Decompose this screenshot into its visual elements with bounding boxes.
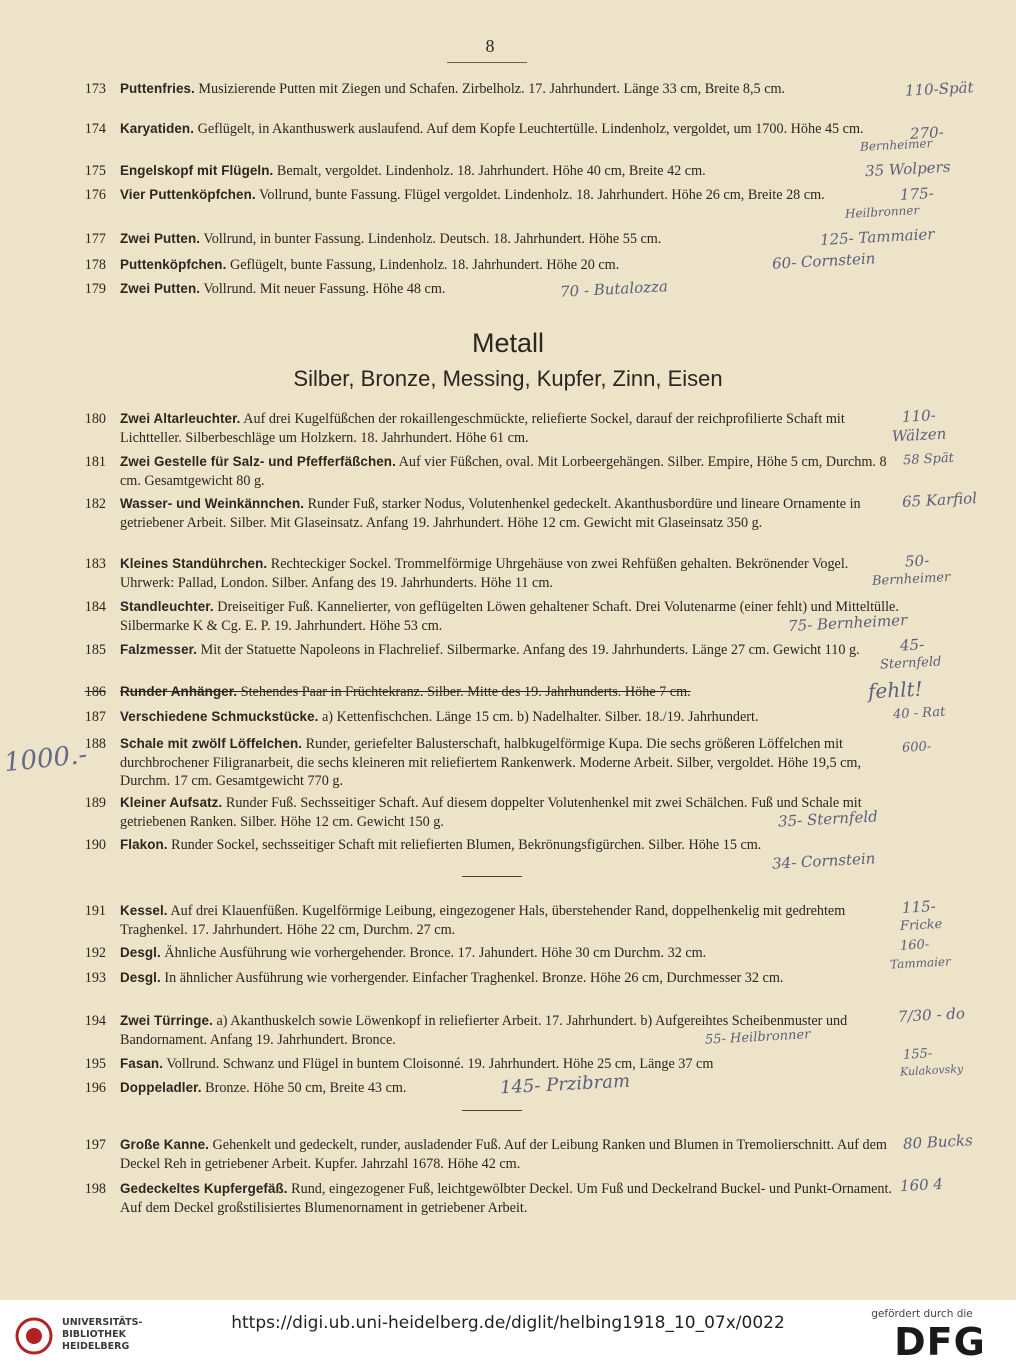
entry-title: Kessel. bbox=[120, 903, 168, 918]
handwritten-price: 110-Spät bbox=[904, 78, 974, 100]
catalog-entry bbox=[70, 598, 900, 635]
entry-text: Bemalt, vergoldet. Lindenholz. 18. Jahrhundert. Höhe 40 cm, Breite 42 cm. bbox=[273, 163, 706, 179]
page-url[interactable]: https://digi.ub.uni-heidelberg.de/diglit/helbing1918_10_07x/0022 bbox=[231, 1313, 785, 1333]
handwritten-price: 35- Sternfeld bbox=[777, 807, 879, 831]
handwritten-price: 50- bbox=[904, 551, 930, 571]
catalog-entry bbox=[70, 794, 900, 831]
entry-number: 179 bbox=[84, 281, 106, 297]
handwritten-price: 115- bbox=[901, 897, 937, 917]
entry-text: Vollrund. Mit neuer Fassung. Höhe 48 cm. bbox=[200, 281, 446, 297]
entry-text: Stehendes Paar in Früchtekranz. Silber. Mitte des 19. Jahrhunderts. Höhe 7 cm. bbox=[237, 684, 691, 700]
entry-number: 173 bbox=[84, 81, 106, 97]
entry-text: a) Kettenfischchen. Länge 15 cm. b) Nadelhalter. Silber. 18./19. Jahrhundert. bbox=[318, 709, 759, 725]
entry-number: 177 bbox=[84, 231, 106, 247]
catalog-entry bbox=[70, 120, 900, 139]
catalog-entry bbox=[70, 186, 900, 205]
entry-text: Vollrund, in bunter Fassung. Lindenholz. Deutsch. 18. Jahrhundert. Höhe 55 cm. bbox=[200, 231, 662, 247]
catalog-entry bbox=[70, 162, 900, 181]
entry-number: 190 bbox=[84, 837, 106, 853]
funding-label: gefördert durch die bbox=[871, 1308, 973, 1320]
entry-title: Zwei Türringe. bbox=[120, 1013, 213, 1028]
section-subtitle: Silber, Bronze, Messing, Kupfer, Zinn, Eisen bbox=[293, 366, 723, 391]
entry-text: Vollrund, bunte Fassung. Flügel vergoldet. Lindenholz. 18. Jahrhundert. Höhe 26 cm, Breite 28 cm. bbox=[255, 187, 825, 203]
entry-text: Gehenkelt und gedeckelt, runder, ausladender Fuß. Auf der Leibung Ranken und Blumen in Tremolierschnitt. Auf dem Deckel Reh in getriebener Arbeit. Kupfer. Jahrzahl 1678. Höhe 42 cm. bbox=[120, 1137, 887, 1172]
catalog-entry bbox=[70, 641, 900, 660]
entry-title: Desgl. bbox=[120, 945, 161, 960]
handwritten-price: 58 Spät bbox=[902, 450, 955, 469]
handwritten-buyer: Fricke bbox=[899, 916, 943, 935]
catalog-entry bbox=[70, 230, 900, 249]
catalog-entry bbox=[70, 80, 900, 99]
entry-title: Doppeladler. bbox=[120, 1080, 202, 1095]
entry-number: 178 bbox=[84, 257, 106, 273]
catalog-entry bbox=[70, 555, 900, 592]
entry-number: 198 bbox=[84, 1181, 106, 1197]
entry-number: 174 bbox=[84, 121, 106, 137]
entry-title: Standleuchter. bbox=[120, 599, 214, 614]
handwritten-price: 70 - Butalozza bbox=[559, 277, 669, 301]
handwritten-buyer: Wälzen bbox=[891, 424, 947, 446]
handwritten-buyer: Bernheimer bbox=[859, 136, 933, 154]
catalog-entry bbox=[70, 902, 900, 939]
entry-number: 182 bbox=[84, 496, 106, 512]
catalog-entry bbox=[70, 495, 900, 532]
catalog-entry bbox=[70, 410, 900, 447]
handwritten-price: 80 Bucks bbox=[902, 1131, 974, 1153]
handwritten-margin-note: 1000.- bbox=[2, 739, 89, 779]
entry-number: 185 bbox=[84, 642, 106, 658]
catalog-entry bbox=[70, 735, 900, 791]
entry-text: Rund, eingezogener Fuß, leichtgewölbter Deckel. Um Fuß und Deckelrand Buckel- und Punkt-Ornament. Auf dem Deckel großstilisiertes Blumenornament in getriebener Arbeit. bbox=[120, 1181, 892, 1216]
catalog-entry bbox=[70, 944, 900, 963]
entry-title: Zwei Putten. bbox=[120, 281, 201, 296]
entry-number: 196 bbox=[84, 1080, 106, 1096]
catalog-entry bbox=[70, 1055, 900, 1074]
entry-number: 187 bbox=[84, 709, 106, 725]
handwritten-price: 35 Wolpers bbox=[864, 157, 951, 181]
entry-text: Musizierende Putten mit Ziegen und Schafen. Zirbelholz. 17. Jahrhundert. Länge 33 cm, Breite 8,5 cm. bbox=[194, 81, 786, 97]
handwritten-price: 7/30 - do bbox=[897, 1004, 966, 1026]
entry-number: 194 bbox=[84, 1013, 106, 1029]
entry-text: Mit der Statuette Napoleons in Flachrelief. Silbermarke. Anfang des 19. Jahrhunderts. Länge 27 cm. Gewicht 110 g. bbox=[197, 642, 860, 658]
entry-text: Auf drei Kugelfüßchen der rokaillengeschmückte, reliefierte Sockel, darauf der reichprofilierte Schaft mit Lichtteller. Silberbeschläge um Holzkern. 18. Jahrhundert. Höhe 61 cm. bbox=[120, 411, 845, 446]
entry-title: Kleines Standührchen. bbox=[120, 556, 268, 571]
entry-title: Zwei Altarleuchter. bbox=[120, 411, 241, 426]
handwritten-price: 155- bbox=[902, 1046, 933, 1063]
dfg-logo[interactable]: DFG bbox=[894, 1320, 986, 1364]
entry-title: Schale mit zwölf Löffelchen. bbox=[120, 736, 303, 751]
catalog-entry bbox=[70, 708, 900, 727]
section-title: Metall bbox=[471, 328, 545, 358]
entry-number: 181 bbox=[84, 454, 106, 470]
handwritten-price: 40 - Rat bbox=[892, 704, 946, 723]
entry-title: Puttenfries. bbox=[120, 81, 195, 96]
catalog-entry bbox=[70, 1079, 900, 1098]
entry-text: Bronze. Höhe 50 cm, Breite 43 cm. bbox=[201, 1080, 407, 1096]
entry-text: Runder, geriefelter Balusterschaft, halbkugelförmige Kupa. Die sechs größeren Löffelchen mit durchbrochener Filigranarbeit, die sechs kleineren mit reliefiertem Rankenwerk. Moderne Arbeit. Silber, vergoldet. Höhe 19,5 cm, Durchm. 17 cm. Gesamtgewicht 770 g. bbox=[120, 736, 862, 790]
handwritten-price: 60- Cornstein bbox=[771, 249, 876, 273]
handwritten-buyer: Sternfeld bbox=[879, 654, 942, 673]
entry-number: 189 bbox=[84, 795, 106, 811]
handwritten-price: 175- bbox=[899, 184, 935, 204]
entry-text: Rechteckiger Sockel. Trommelförmige Uhrgehäuse von zwei Rehfüßen gehalten. Bekrönender Vogel. Uhrwerk: Pallad, London. Silber. Anfang des 19. Jahrhunderts. Höhe 11 cm. bbox=[120, 556, 849, 591]
catalog-entry bbox=[70, 453, 900, 490]
page-number-rule bbox=[447, 62, 527, 63]
catalog-entry-struck bbox=[70, 683, 900, 702]
section-separator bbox=[462, 876, 522, 877]
handwritten-price: 110- bbox=[901, 406, 937, 426]
entry-text: Auf drei Klauenfüßen. Kugelförmige Leibung, eingezogener Hals, überstehender Rand, doppelhenkelig mit gedrehtem Traghenkel. 17. Jahrhundert. Höhe 22 cm, Durchm. 27 cm. bbox=[120, 903, 846, 938]
handwritten-buyer: Kulakovsky bbox=[899, 1062, 964, 1079]
viewer-footer bbox=[0, 1300, 1016, 1370]
entry-title: Runder Anhänger. bbox=[120, 684, 238, 699]
entry-text: Geflügelt, in Akanthuswerk auslaufend. Auf dem Kopfe Leuchtertülle. Lindenholz, vergoldet, um 1700. Höhe 45 cm. bbox=[194, 121, 864, 137]
entry-number: 195 bbox=[84, 1056, 106, 1072]
catalog-entry bbox=[70, 836, 900, 855]
entry-number: 175 bbox=[84, 163, 106, 179]
entry-title: Karyatiden. bbox=[120, 121, 195, 136]
catalog-entry bbox=[70, 969, 900, 988]
handwritten-note: fehlt! bbox=[867, 676, 924, 704]
entry-number: 197 bbox=[84, 1137, 106, 1153]
handwritten-price: 145- Przibram bbox=[499, 1070, 631, 1099]
entry-title: Gedeckeltes Kupfergefäß. bbox=[120, 1181, 288, 1196]
entry-title: Fasan. bbox=[120, 1056, 164, 1071]
entry-number: 176 bbox=[84, 187, 106, 203]
entry-number: 186 bbox=[84, 684, 106, 700]
entry-text: Runder Sockel, sechsseitiger Schaft mit reliefierten Blumen, Bekrönungsfigürchen. Silber. Höhe 15 cm. bbox=[167, 837, 762, 853]
entry-title: Falzmesser. bbox=[120, 642, 198, 657]
entry-title: Kleiner Aufsatz. bbox=[120, 795, 223, 810]
handwritten-price: 160 4 bbox=[899, 1174, 944, 1196]
entry-text: Ähnliche Ausführung wie vorhergehender. Bronce. 17. Jahundert. Höhe 30 cm Durchm. 32 cm. bbox=[160, 945, 707, 961]
page-number: 8 bbox=[485, 36, 495, 56]
handwritten-price: 75- Bernheimer bbox=[787, 610, 908, 636]
handwritten-buyer: Heilbronner bbox=[844, 203, 920, 221]
handwritten-buyer: 55- Heilbronner bbox=[704, 1027, 811, 1048]
entry-text: Dreiseitiger Fuß. Kannelierter, von geflügelten Löwen gehaltener Schaft. Drei Volutenarme (einer fehlt) und Mitteltülle. Silbermarke K & Cg. E. P. 19. Jahrhundert. Höhe 53 cm. bbox=[120, 599, 899, 634]
entry-title: Zwei Putten. bbox=[120, 231, 201, 246]
handwritten-price: 34- Cornstein bbox=[771, 849, 876, 873]
entry-text: Geflügelt, bunte Fassung, Lindenholz. 18. Jahrhundert. Höhe 20 cm. bbox=[226, 257, 620, 273]
catalog-entry bbox=[70, 280, 900, 299]
handwritten-price: 600- bbox=[901, 739, 932, 756]
handwritten-price: 125- Tammaier bbox=[819, 225, 935, 249]
entry-text: Vollrund. Schwanz und Flügel in buntem Cloisonné. 19. Jahrhundert. Höhe 25 cm, Länge 37 cm bbox=[163, 1056, 714, 1072]
entry-number: 183 bbox=[84, 556, 106, 572]
entry-text: In ähnlicher Ausführung wie vorhergender. Einfacher Traghenkel. Bronze. Höhe 26 cm, Durchmesser 32 cm. bbox=[160, 970, 784, 986]
catalog-entry bbox=[70, 1136, 900, 1173]
entry-number: 191 bbox=[84, 903, 106, 919]
entry-title: Große Kanne. bbox=[120, 1137, 209, 1152]
entry-title: Flakon. bbox=[120, 837, 168, 852]
entry-text: Auf vier Füßchen, oval. Mit Lorbeergehängen. Silber. Empire, Höhe 5 cm, Durchm. 8 cm. Gesamtgewicht 80 g. bbox=[120, 454, 887, 489]
library-name[interactable]: UNIVERSITÄTS- BIBLIOTHEK HEIDELBERG bbox=[62, 1317, 143, 1352]
entry-title: Zwei Gestelle für Salz- und Pfefferfäßchen. bbox=[120, 454, 396, 469]
entry-text: Runder Fuß. Sechsseitiger Schaft. Auf diesem doppelter Volutenhenkel mit zwei Schälchen. Fuß und Schale mit getriebenen Ranken. Silber. Höhe 12 cm. Gewicht 150 g. bbox=[120, 795, 862, 830]
catalog-entry bbox=[70, 1180, 900, 1217]
entry-title: Verschiedene Schmuckstücke. bbox=[120, 709, 319, 724]
handwritten-price: 45- bbox=[899, 635, 925, 655]
entry-number: 193 bbox=[84, 970, 106, 986]
handwritten-buyer: Tammaier bbox=[889, 954, 952, 972]
entry-number: 192 bbox=[84, 945, 106, 961]
entry-title: Vier Puttenköpfchen. bbox=[120, 187, 256, 202]
section-separator bbox=[462, 1110, 522, 1111]
handwritten-price: 65 Karfiol bbox=[901, 489, 978, 511]
handwritten-price: 270- bbox=[909, 123, 945, 143]
entry-text: a) Akanthuskelch sowie Löwenkopf in reliefierter Arbeit. 17. Jahrhundert. b) Aufgereihtes Scheibenmuster und Bandornament. Anfang 19. Jahrhundert. Bronce. bbox=[120, 1013, 848, 1048]
entry-text: Runder Fuß, starker Nodus, Volutenhenkel gedeckelt. Akanthusbordüre und lineare Ornamente in getriebener Arbeit. Silber. Mit Glaseinsatz. Anfang 19. Jahrhundert. Höhe 12 cm. Gewicht mit Glaseinsatz 350 g. bbox=[120, 496, 861, 531]
entry-number: 188 bbox=[84, 736, 106, 752]
entry-title: Puttenköpfchen. bbox=[120, 257, 227, 272]
entry-title: Desgl. bbox=[120, 970, 161, 985]
entry-number: 180 bbox=[84, 411, 106, 427]
handwritten-price: 160- bbox=[899, 937, 930, 954]
entry-title: Wasser- und Weinkännchen. bbox=[120, 496, 305, 511]
entry-title: Engelskopf mit Flügeln. bbox=[120, 163, 274, 178]
entry-number: 184 bbox=[84, 599, 106, 615]
handwritten-buyer: Bernheimer bbox=[871, 569, 951, 590]
